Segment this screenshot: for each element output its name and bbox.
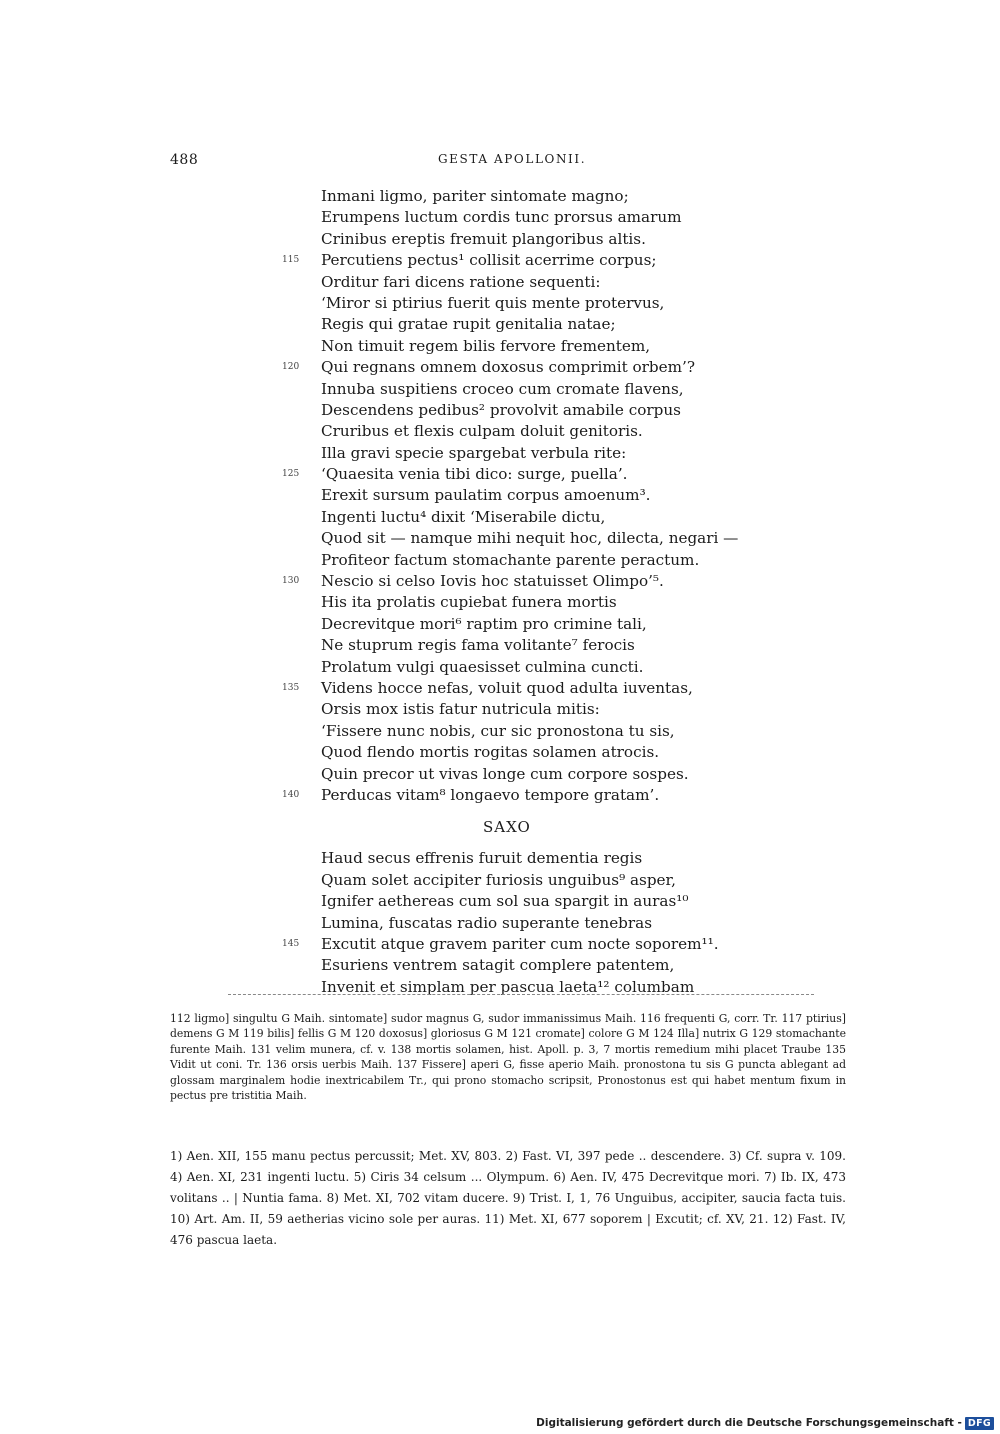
verse-text: Inmani ligmo, pariter sintomate magno; — [321, 187, 629, 205]
verse-text: Innuba suspitiens croceo cum cromate flavens, — [321, 379, 684, 398]
verse-text: ‘Miror si ptirius fuerit quis mente protervus, — [321, 293, 665, 312]
verse-line — [0, 742, 1000, 763]
verse-text: Ignifer aethereas cum sol sua spargit in auras¹⁰ — [321, 892, 689, 911]
verse-block — [0, 186, 1000, 998]
verse-line — [0, 913, 1000, 934]
verse-text: Videns hocce nefas, voluit quod adulta iuventas, — [321, 678, 693, 697]
verse-line — [0, 592, 1000, 613]
verse-line — [0, 635, 1000, 656]
verse-line — [0, 848, 1000, 869]
verse-text: Haud secus effrenis furuit dementia regis — [321, 849, 643, 868]
footer-credit — [536, 1415, 994, 1431]
verse-line — [0, 678, 1000, 699]
verse-text: Crinibus ereptis fremuit plangoribus altis. — [321, 229, 646, 248]
verse-line — [0, 507, 1000, 528]
verse-text: Nescio si celso Iovis hoc statuisset Olimpo’⁵. — [321, 572, 664, 591]
verse-line — [0, 250, 1000, 271]
verse-line — [0, 870, 1000, 891]
running-title: GESTA APOLLONII. — [438, 152, 587, 166]
critical-apparatus — [170, 1011, 846, 1103]
verse-line — [0, 955, 1000, 976]
verse-text: Excutit atque gravem pariter cum nocte soporem¹¹. — [321, 934, 719, 953]
verse-text: Regis qui gratae rupit genitalia natae; — [321, 315, 616, 334]
verse-line — [0, 272, 1000, 293]
line-number: 125 — [282, 469, 300, 480]
line-number: 130 — [282, 576, 300, 587]
verse-text: Invenit et simplam per pascua laeta¹² columbam — [321, 977, 695, 996]
verse-text: Illa gravi specie spargebat verbula rite: — [321, 443, 627, 462]
verse-line — [0, 207, 1000, 228]
verse-text: Esuriens ventrem satagit complere patentem, — [321, 956, 675, 975]
verse-text: Quam solet accipiter furiosis unguibus⁹ asper, — [321, 870, 676, 889]
verse-line — [0, 379, 1000, 400]
verse-line — [0, 186, 1000, 207]
verse-text: Lumina, fuscatas radio superante tenebras — [321, 913, 653, 932]
verse-text: Erexit sursum paulatim corpus amoenum³. — [321, 486, 651, 505]
verse-text: Orditur fari dicens ratione sequenti: — [321, 272, 601, 291]
verse-line — [0, 614, 1000, 635]
verse-line — [0, 421, 1000, 442]
verse-line — [0, 443, 1000, 464]
verse-text: Quod flendo mortis rogitas solamen atrocis. — [321, 743, 660, 762]
verse-line — [0, 314, 1000, 335]
verse-text: ‘Quaesita venia tibi dico: surge, puella’. — [321, 465, 628, 484]
verse-line — [0, 528, 1000, 549]
page-number: 488 — [170, 152, 199, 168]
verse-text: Quod sit — namque mihi nequit hoc, dilecta, negari — — [321, 529, 739, 548]
line-number: 115 — [282, 255, 300, 266]
verse-line — [0, 229, 1000, 250]
section-heading: SAXO — [483, 818, 531, 837]
verse-text: Quin precor ut vivas longe cum corpore sospes. — [321, 764, 689, 783]
verse-line — [0, 657, 1000, 678]
verse-text: ‘Fissere nunc nobis, cur sic pronostona tu sis, — [321, 721, 675, 740]
verse-line — [0, 785, 1000, 806]
verse-text: Ne stuprum regis fama volitante⁷ ferocis — [321, 636, 635, 655]
verse-text: Descendens pedibus² provolvit amabile corpus — [321, 400, 681, 419]
verse-text: Percutiens pectus¹ collisit acerrime corpus; — [321, 251, 657, 270]
verse-line — [0, 336, 1000, 357]
verse-text: His ita prolatis cupiebat funera mortis — [321, 593, 617, 612]
verse-line — [0, 721, 1000, 742]
verse-line — [0, 357, 1000, 378]
verse-text: Orsis mox istis fatur nutricula mitis: — [321, 700, 600, 719]
line-number: 120 — [282, 362, 300, 373]
footer-text: Digitalisierung gefördert durch die Deutsche Forschungsgemeinschaft - — [536, 1417, 962, 1429]
verse-text: Perducas vitam⁸ longaevo tempore gratam’. — [321, 785, 660, 804]
line-number: 140 — [282, 789, 300, 800]
verse-text: Qui regnans omnem doxosus comprimit orbem’? — [321, 358, 696, 377]
notes-text: 1) Aen. XII, 155 manu pectus percussit; Met. XV, 803. 2) Fast. VI, 397 pede .. descendere. 3) Cf. supra v. 109. 4) Aen. XI, 231 ingenti luctu. 5) Ciris 34 celsum ... Olympum. 6) Aen. IV, 475 Decrevitque mori. 7) Ib. IX, 473 volitans .. | Nuntia fama. 8) Met. XI, 702 vitam ducere. 9) Trist. I, 1, 76 Unguibus, accipiter, saucia facta tuis. 10) Art. Am. II, 59 aetherias vicino sole per auras. 11) Met. XI, 677 soporem | Excutit; cf. XV, 21. 12) Fast. IV, 476 pascua laeta. — [170, 1149, 846, 1247]
verse-text: Profiteor factum stomachante parente peractum. — [321, 550, 700, 569]
verse-text: Cruribus et flexis culpam doluit genitoris. — [321, 422, 643, 441]
verse-text: Ingenti luctu⁴ dixit ‘Miserabile dictu, — [321, 507, 606, 526]
line-number: 145 — [282, 938, 300, 949]
verse-line — [0, 699, 1000, 720]
verse-text: Decrevitque mori⁶ raptim pro crimine tali, — [321, 614, 647, 633]
dfg-logo-icon: DFG — [965, 1417, 994, 1430]
line-number: 135 — [282, 682, 300, 693]
verse-line — [0, 400, 1000, 421]
source-notes — [170, 1146, 846, 1251]
verse-text: Non timuit regem bilis fervore frementem, — [321, 336, 651, 355]
footnote-separator — [228, 994, 814, 995]
verse-text: Prolatum vulgi quaesisset culmina cuncti. — [321, 657, 644, 676]
verse-line — [0, 464, 1000, 485]
verse-text: Erumpens luctum cordis tunc prorsus amarum — [321, 208, 682, 227]
verse-line — [0, 293, 1000, 314]
verse-line — [0, 485, 1000, 506]
verse-line — [0, 934, 1000, 955]
verse-line — [0, 550, 1000, 571]
verse-line — [0, 891, 1000, 912]
verse-line — [0, 764, 1000, 785]
verse-line — [0, 571, 1000, 592]
apparatus-text: 112 ligmo] singultu G Maih. sintomate] sudor magnus G, sudor immanissimus Maih. 116 frequenti G, corr. Tr. 117 ptirius] demens G M 119 bilis] fellis G M 120 doxosus] gloriosus G M 121 cromate] colore G M 124 Illa] nutrix G 129 stomachante furente Maih. 131 velim munera, cf. v. 138 mortis solamen, hist. Apoll. p. 3, 7 mortis remedium mihi placet Traube 135 Vidit ut coni. Tr. 136 orsis uerbis Maih. 137 Fissere] aperi G, fisse aperio Maih. pronostona tu sis G puncta ablegant ad glossam marginalem hodie inextricabilem Tr., qui prono stomacho scripsit, Pronostonus est qui habet mentum fixum in pectus pre tristitia Maih. — [170, 1012, 846, 1103]
